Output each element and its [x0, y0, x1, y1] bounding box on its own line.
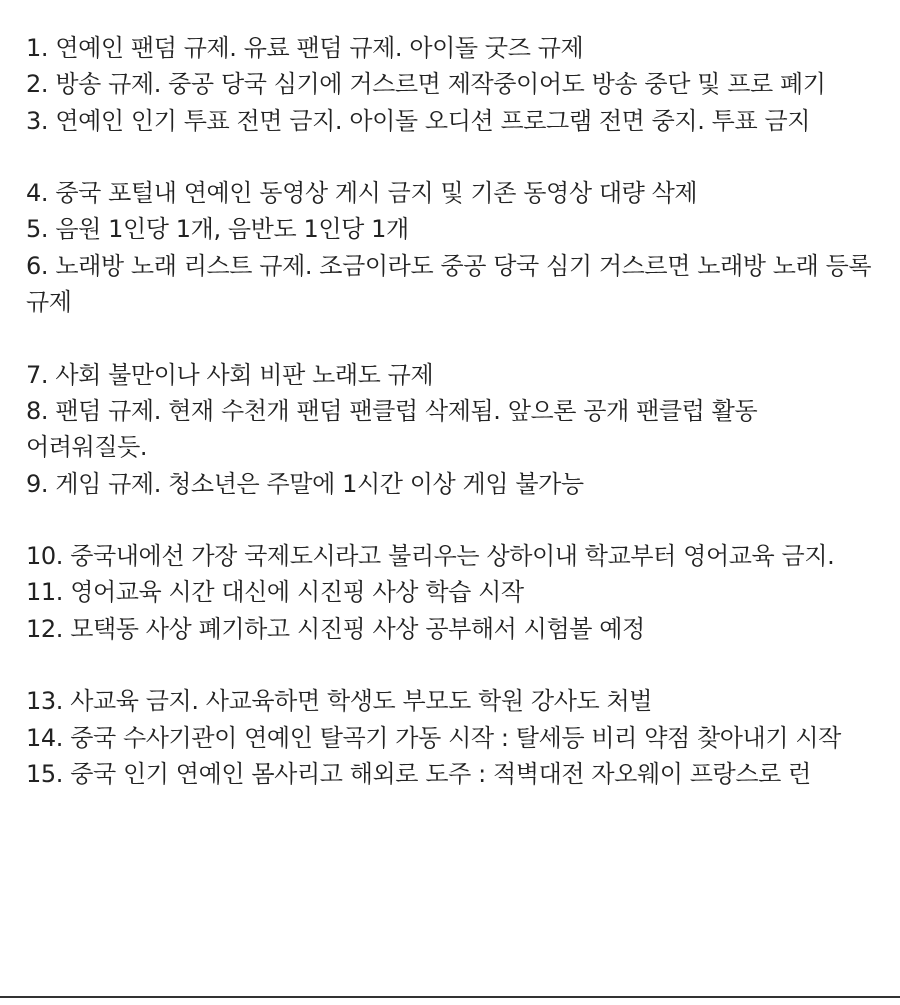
item-group-4 [26, 538, 876, 647]
list-item-10: 10. 중국내에선 가장 국제도시라고 불리우는 상하이내 학교부터 영어교육 금지. [26, 542, 835, 571]
list-item-7: 7. 사회 불만이나 사회 비판 노래도 규제 [26, 360, 434, 389]
list-item-5: 5. 음원 1인당 1개, 음반도 1인당 1개 [26, 215, 409, 244]
bottom-divider [0, 996, 900, 998]
list-item-1: 1. 연예인 팬덤 규제. 유료 팬덤 규제. 아이돌 굿즈 규제 [26, 34, 584, 62]
list-item-13: 13. 사교육 금지. 사교육하면 학생도 부모도 학원 강사도 처벌 [26, 687, 653, 716]
item-group-2 [26, 175, 876, 320]
item-group-3 [26, 357, 876, 502]
list-item-12: 12. 모택동 사상 폐기하고 시진핑 사상 공부해서 시험볼 예정 [26, 614, 645, 643]
list-item-15: 15. 중국 인기 연예인 몸사리고 해외로 도주 : 적벽대전 자오웨이 프랑스로 런 [26, 759, 811, 788]
list-item-6: 6. 노래방 노래 리스트 규제. 조금이라도 중공 당국 심기 거스르면 노래방 노래 등록 규제 [26, 251, 872, 317]
list-item-2: 2. 방송 규제. 중공 당국 심기에 거스르면 제작중이어도 방송 중단 및 프로 폐기 [26, 70, 826, 99]
item-group-1 [26, 30, 876, 139]
list-item-9: 9. 게임 규제. 청소년은 주말에 1시간 이상 게임 불가능 [26, 469, 584, 498]
list-item-4: 4. 중국 포털내 연예인 동영상 게시 금지 및 기존 동영상 대량 삭제 [26, 179, 698, 208]
document-body [26, 30, 876, 792]
list-item-8: 8. 팬덤 규제. 현재 수천개 팬덤 팬클럽 삭제됨. 앞으론 공개 팬클럽 활동 어려워질듯. [26, 396, 758, 462]
list-item-3: 3. 연예인 인기 투표 전면 금지. 아이돌 오디션 프로그램 전면 중지. 투표 금지 [26, 106, 811, 135]
list-item-14: 14. 중국 수사기관이 연예인 탈곡기 가동 시작 : 탈세등 비리 약점 찾아내기 시작 [26, 723, 841, 752]
list-item-11: 11. 영어교육 시간 대신에 시진핑 사상 학습 시작 [26, 578, 524, 607]
item-group-5 [26, 683, 876, 792]
